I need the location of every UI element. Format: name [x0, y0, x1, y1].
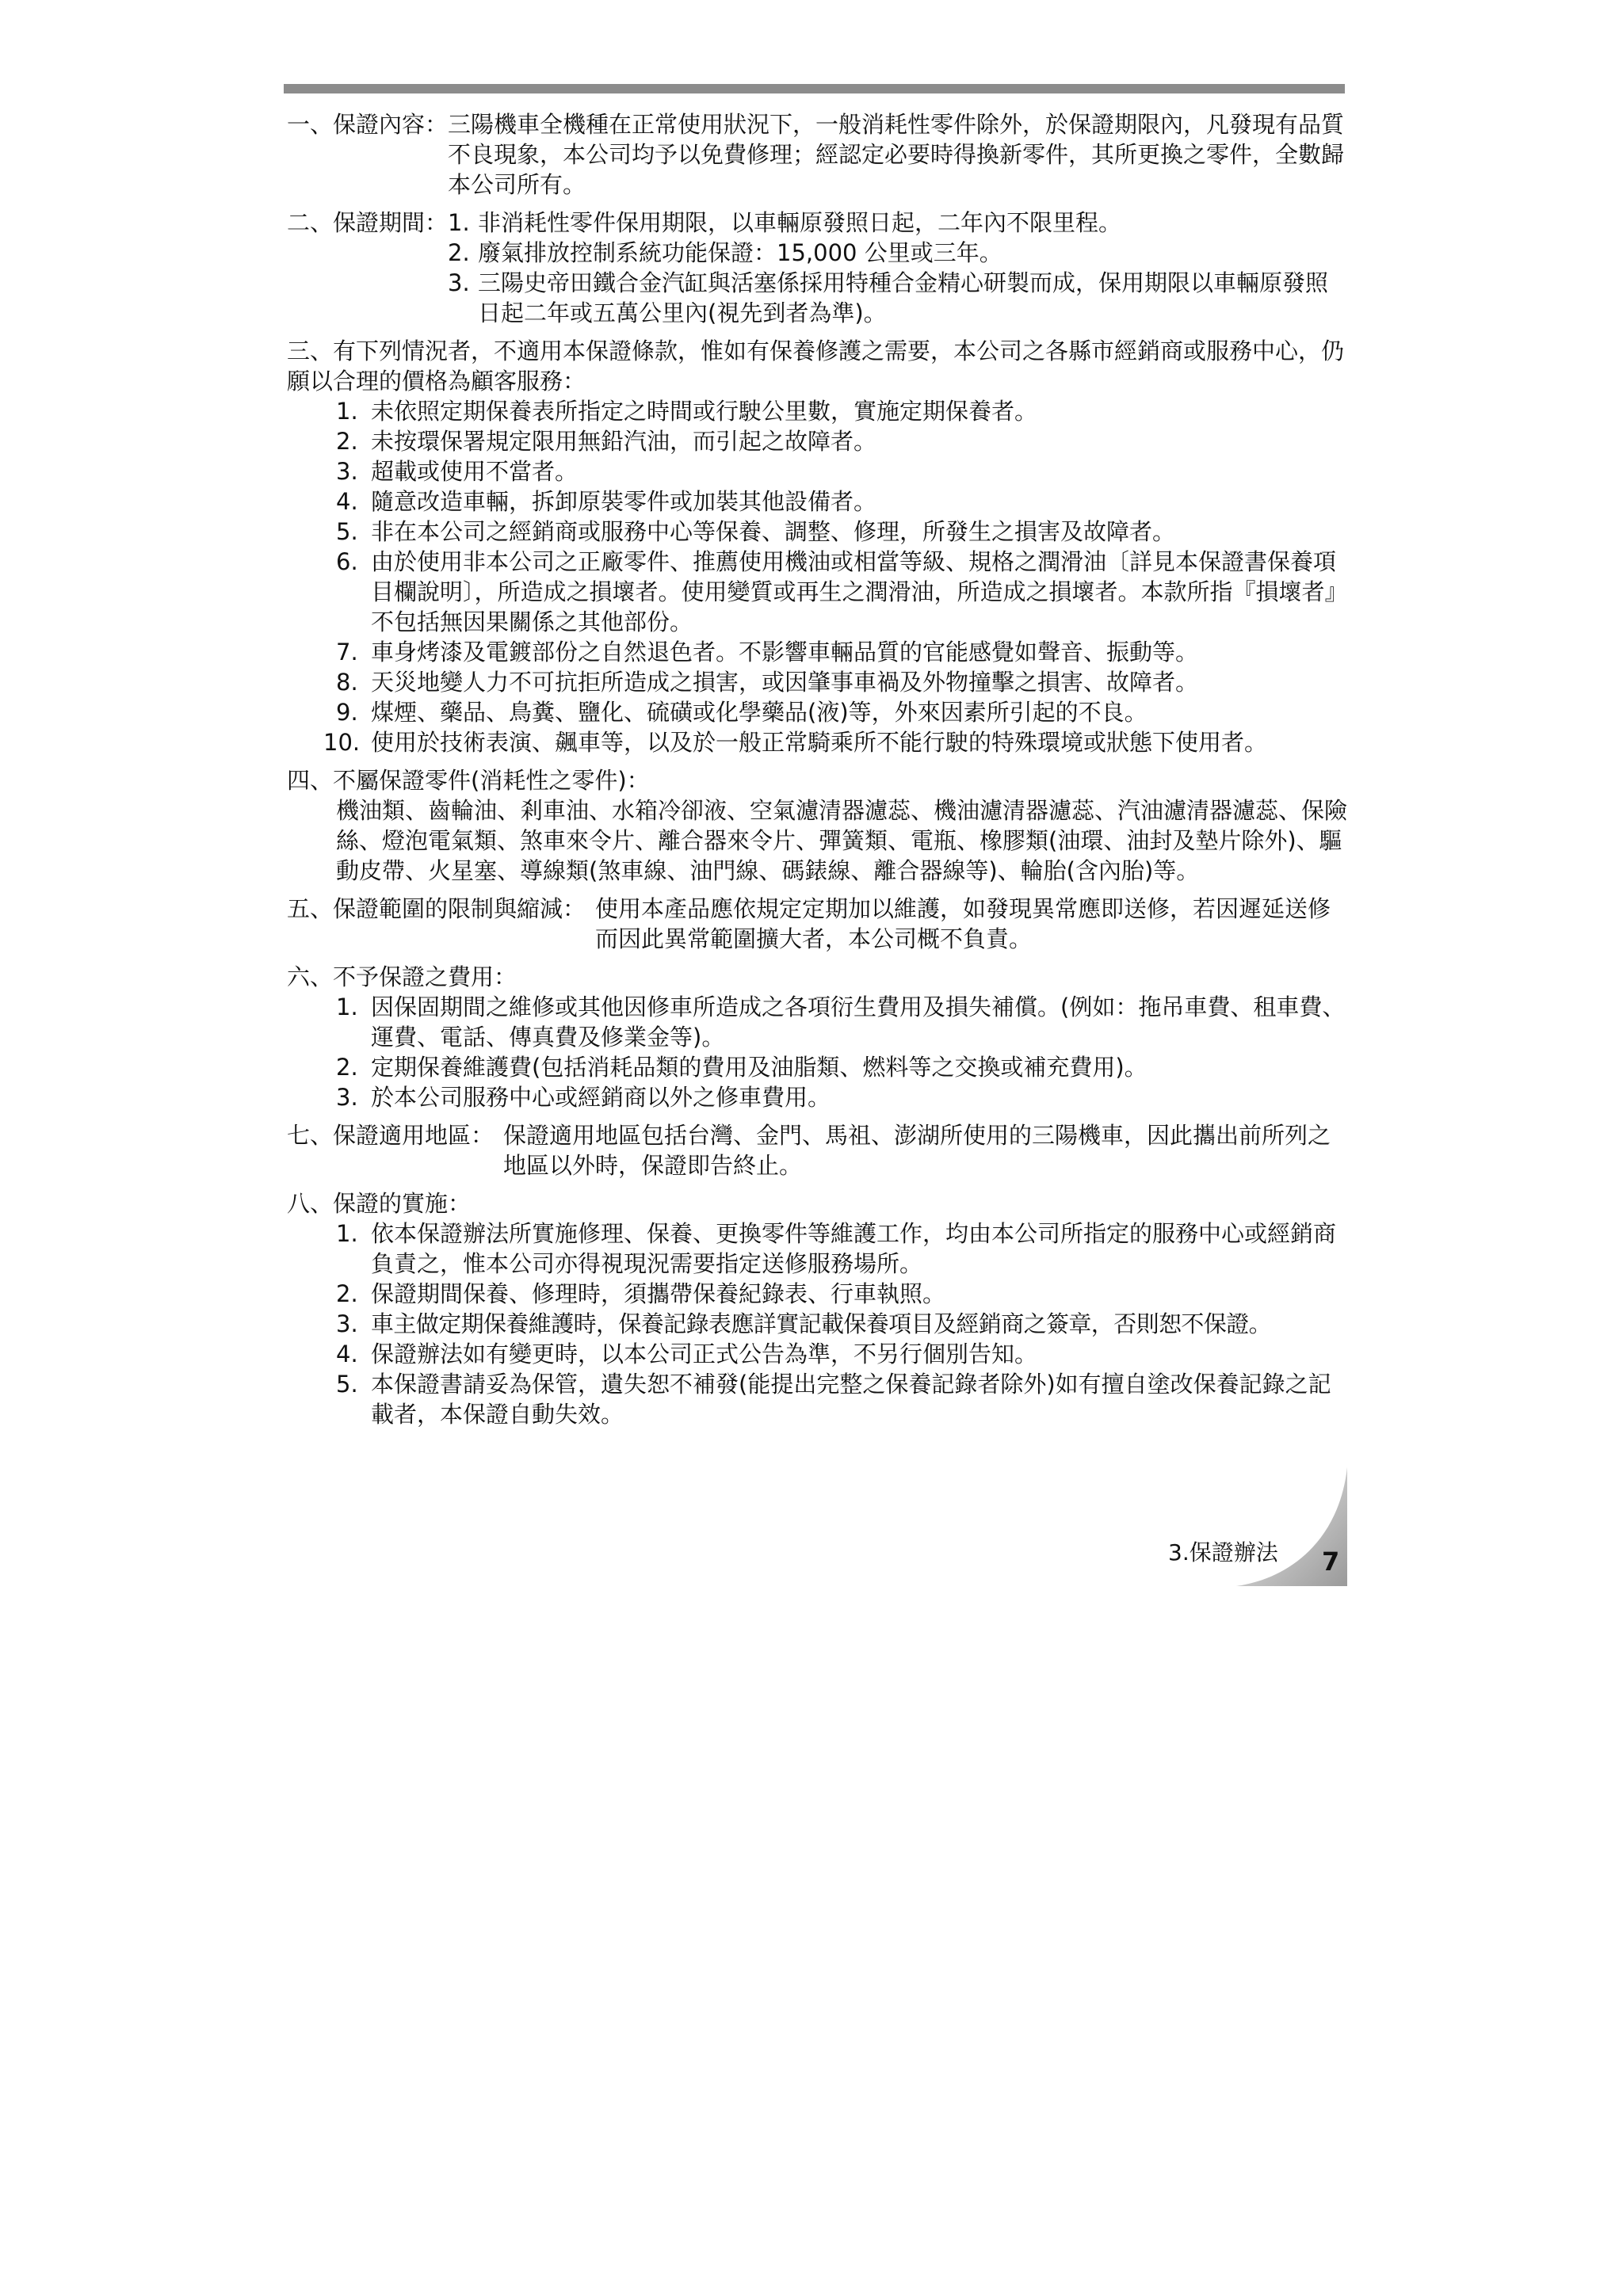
item-text: 非消耗性零件保用期限，以車輛原發照日起，二年內不限里程。	[478, 209, 1122, 236]
item-number: 2.	[336, 1054, 358, 1081]
item-text: 保證期間保養、修理時，須攜帶保養紀錄表、行車執照。	[371, 1280, 946, 1307]
section-6	[287, 962, 1349, 1112]
item-text: 車身烤漆及電鍍部份之自然退色者。不影響車輛品質的官能感覺如聲音、振動等。	[371, 639, 1199, 666]
section-items	[287, 396, 1349, 757]
item-text: 未按環保署規定限用無鉛汽油，而引起之故障者。	[371, 428, 877, 455]
item-number: 9.	[336, 699, 358, 726]
list-item	[336, 456, 1349, 486]
list-item	[336, 667, 1349, 697]
item-number: 3.	[336, 1084, 358, 1111]
item-text: 依本保證辦法所實施修理、保養、更換零件等維護工作，均由本公司所指定的服務中心或經銷商負責之，惟本公司亦得視現況需要指定送修服務場所。	[371, 1220, 1337, 1277]
list-item	[448, 238, 1349, 268]
section-3	[287, 336, 1349, 757]
list-item	[336, 486, 1349, 517]
list-item	[336, 697, 1349, 727]
item-number: 3.	[448, 269, 470, 296]
top-rule	[284, 84, 1345, 93]
list-item	[336, 1309, 1349, 1339]
item-text: 因保固期間之維修或其他因修車所造成之各項衍生費用及損失補償。(例如：拖吊車費、租車費、運費、電話、傳真費及修業金等)。	[371, 994, 1346, 1051]
list-item	[336, 1219, 1349, 1279]
section-heading: 五、保證範圍的限制與縮減：	[287, 895, 586, 922]
item-text: 非在本公司之經銷商或服務中心等保養、調整、修理，所發生之損害及故障者。	[371, 518, 1176, 545]
item-number: 6.	[336, 548, 358, 575]
footer-section-label: 3.保證辦法	[1168, 1539, 1278, 1566]
item-number: 10.	[323, 729, 361, 756]
item-number: 5.	[336, 518, 358, 545]
item-number: 7.	[336, 639, 358, 666]
section-5	[287, 894, 1349, 954]
section-8	[287, 1188, 1349, 1429]
item-number: 3.	[336, 458, 358, 485]
item-number: 4.	[336, 1341, 358, 1367]
section-1	[287, 109, 1349, 200]
list-item	[448, 208, 1349, 238]
item-number: 3.	[336, 1310, 358, 1337]
item-number: 2.	[448, 239, 470, 266]
item-text: 於本公司服務中心或經銷商以外之修車費用。	[371, 1084, 831, 1111]
list-item	[336, 1052, 1349, 1082]
section-items	[448, 208, 1349, 328]
item-number: 8.	[336, 669, 358, 696]
item-number: 2.	[336, 1280, 358, 1307]
item-text: 車主做定期保養維護時，保養記錄表應詳實記載保養項目及經銷商之簽章，否則恕不保證。	[371, 1310, 1272, 1337]
section-2	[287, 208, 1349, 328]
item-text: 保證辦法如有變更時，以本公司正式公告為準，不另行個別告知。	[371, 1341, 1038, 1367]
item-text: 由於使用非本公司之正廠零件、推薦使用機油或相當等級、規格之潤滑油〔詳見本保證書保養項目欄說明〕，所造成之損壞者。使用變質或再生之潤滑油，所造成之損壞者。本款所指『損壞者』不包括無因果關係之其他部份。	[371, 548, 1348, 635]
item-number: 2.	[336, 428, 358, 455]
section-items	[287, 992, 1349, 1112]
section-heading: 六、不予保證之費用：	[287, 963, 517, 990]
section-heading: 四、不屬保證零件(消耗性之零件)：	[287, 767, 650, 794]
section-heading: 八、保證的實施：	[287, 1190, 472, 1217]
list-item	[336, 517, 1349, 547]
list-item	[336, 426, 1349, 456]
section-heading: 三、有下列情況者，不適用本保證條款，惟如有保養修護之需要，本公司之各縣市經銷商或服務中心，仍願以合理的價格為顧客服務：	[287, 338, 1345, 395]
warranty-content	[287, 109, 1349, 1437]
item-number: 1.	[336, 994, 358, 1020]
list-item	[336, 992, 1349, 1052]
section-heading: 二、保證期間：	[287, 209, 449, 236]
item-number: 4.	[336, 488, 358, 515]
section-4	[287, 765, 1349, 886]
item-text: 未依照定期保養表所指定之時間或行駛公里數，實施定期保養者。	[371, 398, 1038, 425]
item-text: 三陽史帝田鐵合金汽缸與活塞係採用特種合金精心研製而成，保用期限以車輛原發照日起二年或五萬公里內(視先到者為準)。	[478, 269, 1329, 326]
item-text: 定期保養維護費(包括消耗品類的費用及油脂類、燃料等之交換或補充費用)。	[371, 1054, 1148, 1081]
item-text: 本保證書請妥為保管，遺失恕不補發(能提出完整之保養記錄者除外)如有擅自塗改保養記錄之記載者，本保證自動失效。	[371, 1371, 1331, 1428]
list-item	[336, 1279, 1349, 1309]
page-number: 7	[1322, 1547, 1340, 1577]
item-text: 隨意改造車輛，拆卸原裝零件或加裝其他設備者。	[371, 488, 877, 515]
section-heading: 一、保證內容：	[287, 111, 449, 138]
section-7	[287, 1120, 1349, 1180]
section-text: 使用本產品應依規定定期加以維護，如發現異常應即送修，若因遲延送修而因此異常範圍擴大者，本公司概不負責。	[595, 895, 1331, 952]
section-text: 三陽機車全機種在正常使用狀況下，一般消耗性零件除外，於保證期限內，凡發現有品質不良現象，本公司均予以免費修理；經認定必要時得換新零件，其所更換之零件，全數歸本公司所有。	[448, 111, 1345, 198]
item-text: 煤煙、藥品、鳥糞、鹽化、硫磺或化學藥品(液)等，外來因素所引起的不良。	[371, 699, 1148, 726]
list-item	[336, 637, 1349, 667]
item-text: 天災地變人力不可抗拒所造成之損害，或因肇事車禍及外物撞擊之損害、故障者。	[371, 669, 1199, 696]
item-number: 1.	[448, 209, 470, 236]
list-item	[323, 727, 1349, 757]
list-item	[448, 268, 1349, 328]
item-text: 使用於技術表演、飆車等，以及於一般正常騎乘所不能行駛的特殊環境或狀態下使用者。	[371, 729, 1268, 756]
list-item	[336, 1369, 1349, 1429]
list-item	[336, 396, 1349, 426]
item-text: 廢氣排放控制系統功能保證：15,000 公里或三年。	[478, 239, 1002, 266]
list-item	[336, 1082, 1349, 1112]
section-text: 機油類、齒輪油、剎車油、水箱冷卻液、空氣濾清器濾蕊、機油濾清器濾蕊、汽油濾清器濾蕊、保險絲、燈泡電氣類、煞車來令片、離合器來令片、彈簧類、電瓶、橡膠類(油環、油封及墊片除外)、驅動皮帶、火星塞、導線類(煞車線、油門線、碼錶線、離合器線等)、輪胎(含內胎)等。	[336, 797, 1348, 884]
list-item	[336, 1339, 1349, 1369]
section-items	[287, 1219, 1349, 1429]
section-text: 保證適用地區包括台灣、金門、馬祖、澎湖所使用的三陽機車，因此攜出前所列之地區以外時，保證即告終止。	[503, 1122, 1331, 1179]
item-number: 1.	[336, 398, 358, 425]
section-heading: 七、保證適用地區：	[287, 1122, 495, 1149]
item-number: 5.	[336, 1371, 358, 1398]
item-text: 超載或使用不當者。	[371, 458, 579, 485]
list-item	[336, 547, 1349, 637]
item-number: 1.	[336, 1220, 358, 1247]
